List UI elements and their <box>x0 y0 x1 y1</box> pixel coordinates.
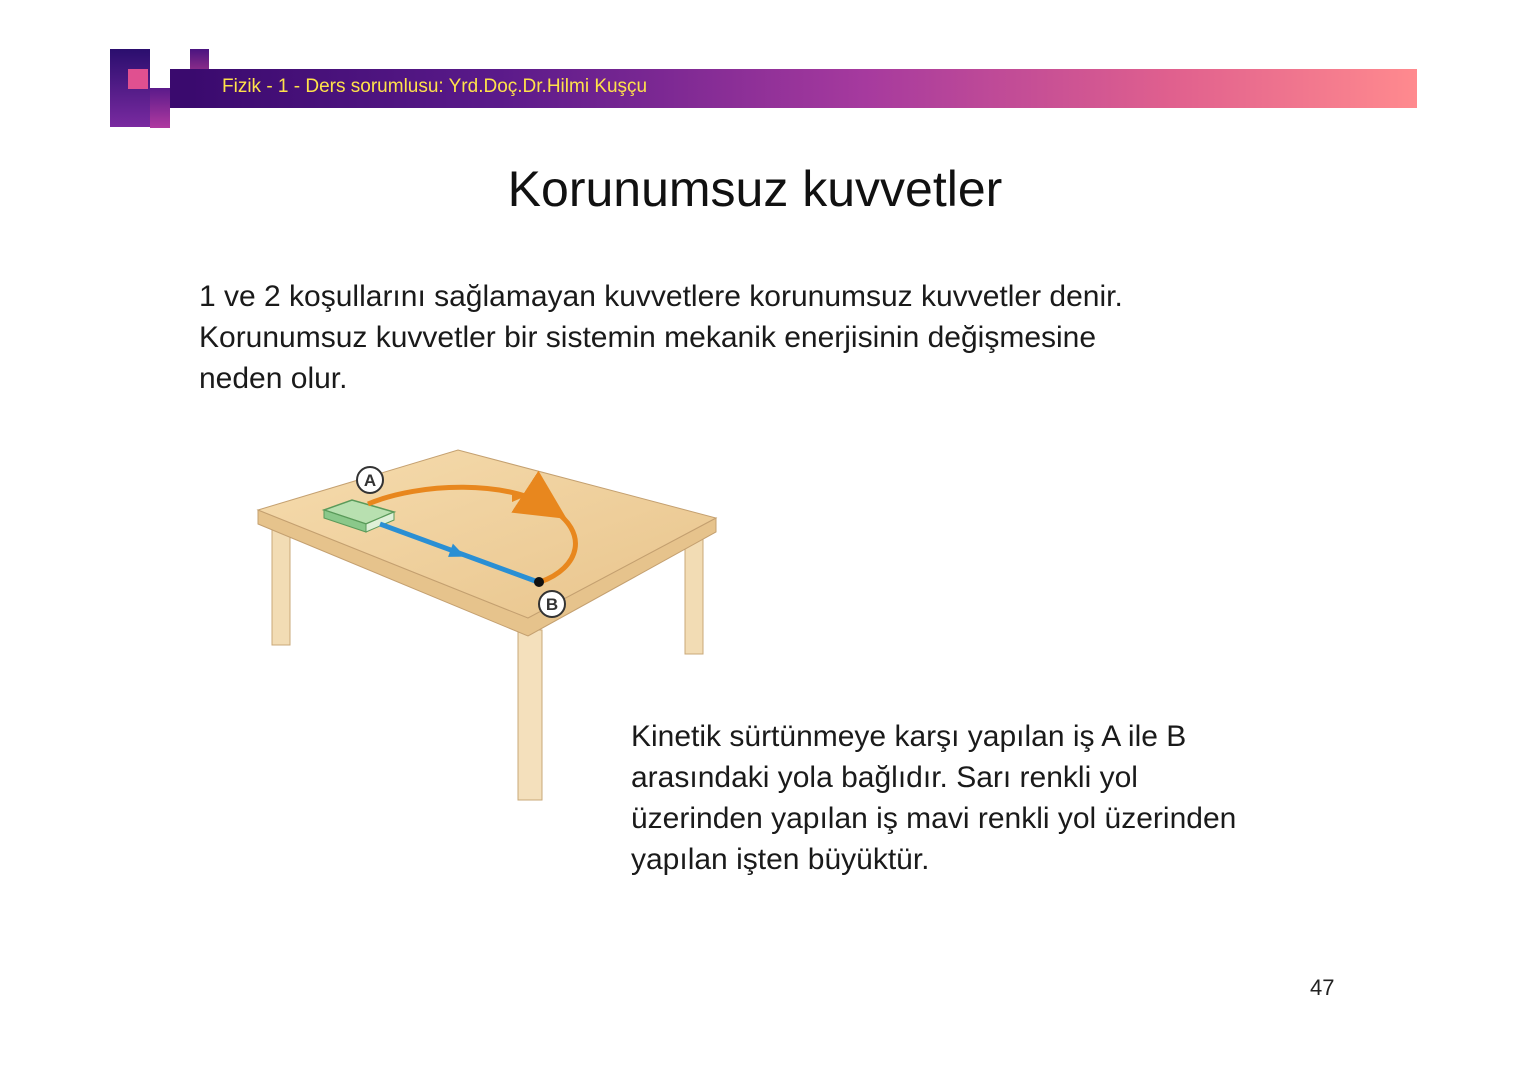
caption-line: arasındaki yola bağlıdır. Sarı renkli yol <box>631 761 1138 794</box>
point-b-dot <box>534 577 544 587</box>
page-number: 47 <box>1310 975 1335 1000</box>
caption-line: Kinetik sürtünmeye karşı yapılan iş A ile B <box>631 720 1187 753</box>
label-b <box>539 591 565 617</box>
caption-line: yapılan işten büyüktür. <box>631 843 930 876</box>
svg-text:B: B <box>545 595 559 614</box>
label-a <box>357 467 383 493</box>
logo-block-2 <box>128 69 148 89</box>
paragraph-line: 1 ve 2 koşullarını sağlamayan kuvvetlere korunumsuz kuvvetler denir. <box>199 280 1123 313</box>
caption-line: üzerinden yapılan iş mavi renkli yol üzerinden <box>631 802 1237 835</box>
paragraph-line: Korunumsuz kuvvetler bir sistemin mekanik enerjisinin değişmesine <box>199 321 1097 354</box>
slide-title: Korunumsuz kuvvetler <box>507 161 1003 217</box>
course-header-text: Fizik - 1 - Ders sorumlusu: Yrd.Doç.Dr.Hilmi Kuşçu <box>222 76 648 97</box>
paragraph-line: neden olur. <box>199 362 348 395</box>
table-top <box>258 450 716 618</box>
intro-paragraph <box>199 276 1319 399</box>
figure-caption <box>631 716 1391 880</box>
logo-block-3 <box>150 88 170 128</box>
svg-text:A: A <box>363 471 377 490</box>
logo-block-4 <box>170 69 190 108</box>
